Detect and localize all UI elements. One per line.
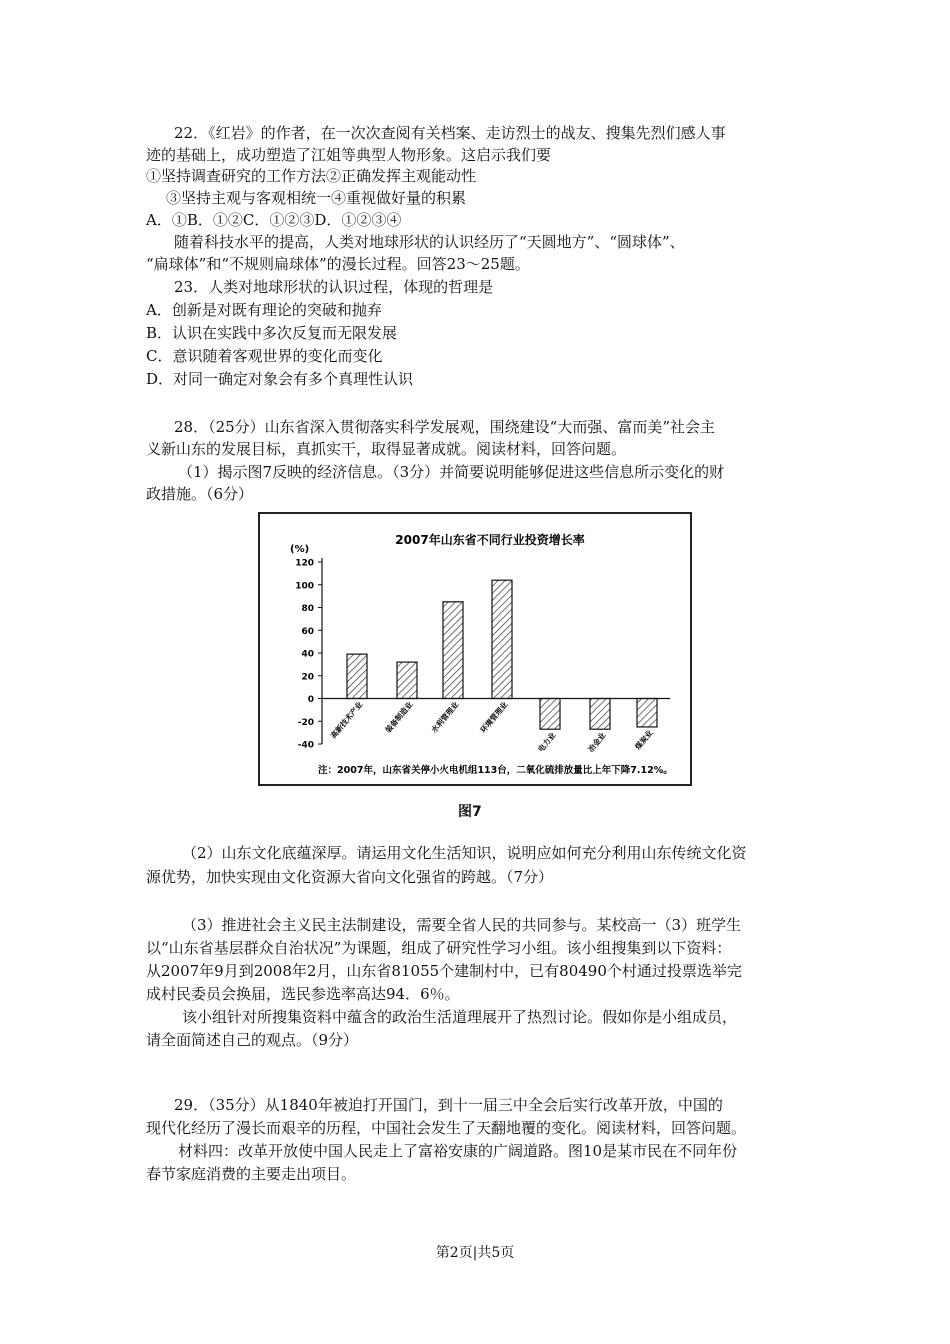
q28-part2-line2: 源优势，加快实现由文化资源大省向文化强省的跨越。（7分） — [146, 868, 554, 886]
y-tick-label: 0 — [307, 695, 314, 705]
y-tick-label: -20 — [297, 717, 314, 728]
q28-part1-line1: （1）揭示图7反映的经济信息。（3分）并简要说明能够促进这些信息所示变化的财 — [178, 463, 725, 481]
q28-part3-line6: 请全面简述自己的观点。（9分） — [146, 1031, 359, 1049]
category-label-6: 冶金业 — [586, 730, 608, 754]
q23-option-b: B．认识在实践中多次反复而无限发展 — [146, 324, 398, 342]
y-tick-label: 80 — [301, 604, 314, 614]
q28-part3-line2: 以“山东省基层群众自治状况”为课题，组成了研究性学习小组。该小组搜集到以下资料： — [146, 939, 732, 957]
y-tick-label: 40 — [301, 649, 314, 660]
q29-material4-line1: 材料四：改革开放使中国人民走上了富裕安康的广阔道路。图10是某市民在不同年份 — [178, 1142, 738, 1160]
y-tick-label: 120 — [295, 558, 314, 569]
q23-option-d: D．对同一确定对象会有多个真理性认识 — [146, 370, 414, 388]
intro23-line1: 随着科技水平的提高，人类对地球形状的认识经历了“天圆地方”、“圆球体”、 — [174, 233, 685, 251]
q28-part3-line5: 该小组针对所搜集资料中蕴含的政治生活道理展开了热烈讨论。假如你是小组成员， — [182, 1008, 738, 1026]
category-label-1: 高新技术产业 — [328, 700, 365, 741]
bar-4 — [492, 580, 512, 698]
intro23-line2: “扁球体”和“不规则扁球体”的漫长过程。回答23～25题。 — [146, 255, 530, 273]
q28-part1-line2: 政措施。（6分） — [146, 485, 254, 503]
q22-options-line1: ①坚持调查研究的工作方法②正确发挥主观能动性 — [146, 167, 477, 185]
bar-5 — [540, 699, 560, 730]
page-footer: 第2页|共5页 — [435, 1245, 515, 1261]
y-tick-label: 100 — [295, 581, 314, 592]
y-tick-label: -40 — [297, 740, 314, 751]
q29-stem-line1: 29．（35分）从1840年被迫打开国门，到十一届三中全会后实行改革开放，中国的 — [174, 1096, 723, 1114]
q28-part3-line1: （3）推进社会主义民主法制建设，需要全省人民的共同参与。某校高一（3）班学生 — [182, 916, 742, 934]
q22-options-line2: ③坚持主观与客观相统一④重视做好量的积累 — [166, 189, 467, 207]
figure-7-chart — [258, 512, 692, 786]
q28-part2-line1: （2）山东文化底蕴深厚。请运用文化生活知识，说明应如何充分利用山东传统文化资 — [182, 844, 747, 862]
y-tick-label: 20 — [301, 672, 314, 683]
q28-part3-line3: 从2007年9月到2008年2月，山东省81055个建制村中，已有80490个村通过投票选举完 — [146, 962, 742, 980]
q23-option-a: A．创新是对既有理论的突破和抛弃 — [146, 301, 382, 319]
bar-1 — [347, 654, 367, 698]
category-label-4: 环境管理业 — [478, 700, 510, 735]
q22-stem-line2: 迹的基础上，成功塑造了江姐等典型人物形象。这启示我们要 — [146, 146, 552, 164]
y-tick-label: 60 — [301, 626, 314, 637]
category-label-3: 水利管理业 — [429, 700, 461, 735]
figure-caption: 图7 — [458, 804, 482, 820]
chart-y-axis-label: (%) — [290, 544, 310, 555]
chart-note: 注：2007年，山东省关停小火电机组113台，二氧化硫排放量比上年下降7.12%。 — [318, 765, 673, 776]
chart-title: 2007年山东省不同行业投资增长率 — [395, 533, 585, 547]
bar-2 — [397, 662, 417, 698]
q28-part3-line4: 成村民委员会换届，选民参选率高达94．6％。 — [146, 985, 460, 1003]
q29-material4-line2: 春节家庭消费的主要走出项目。 — [146, 1165, 357, 1183]
bar-3 — [443, 602, 463, 699]
q29-stem-line2: 现代化经历了漫长而艰辛的历程，中国社会发生了天翻地覆的变化。阅读材料，回答问题。 — [146, 1119, 747, 1137]
q28-stem-line1: 28．（25分）山东省深入贯彻落实科学发展观，围绕建设“大而强、富而美”社会主 — [174, 418, 716, 436]
q23-option-c: C．意识随着客观世界的变化而变化 — [146, 347, 383, 365]
category-label-2: 装备制造业 — [383, 700, 415, 735]
category-label-5: 电力业 — [536, 730, 558, 754]
q22-answers: A．①B．①②C．①②③D．①②③④ — [146, 211, 402, 229]
bar-6 — [590, 699, 610, 730]
q22-stem-line1: 22．《红岩》的作者，在一次次查阅有关档案、走访烈士的战友、搜集先烈们感人事 — [174, 124, 726, 142]
bar-chart-svg — [260, 514, 690, 784]
category-label-7: 煤炭业 — [633, 728, 655, 752]
q28-stem-line2: 义新山东的发展目标，真抓实干，取得显著成就。阅读材料，回答问题。 — [146, 440, 627, 458]
bar-7 — [637, 699, 657, 727]
q23-stem: 23．人类对地球形状的认识过程，体现的哲理是 — [174, 278, 494, 296]
